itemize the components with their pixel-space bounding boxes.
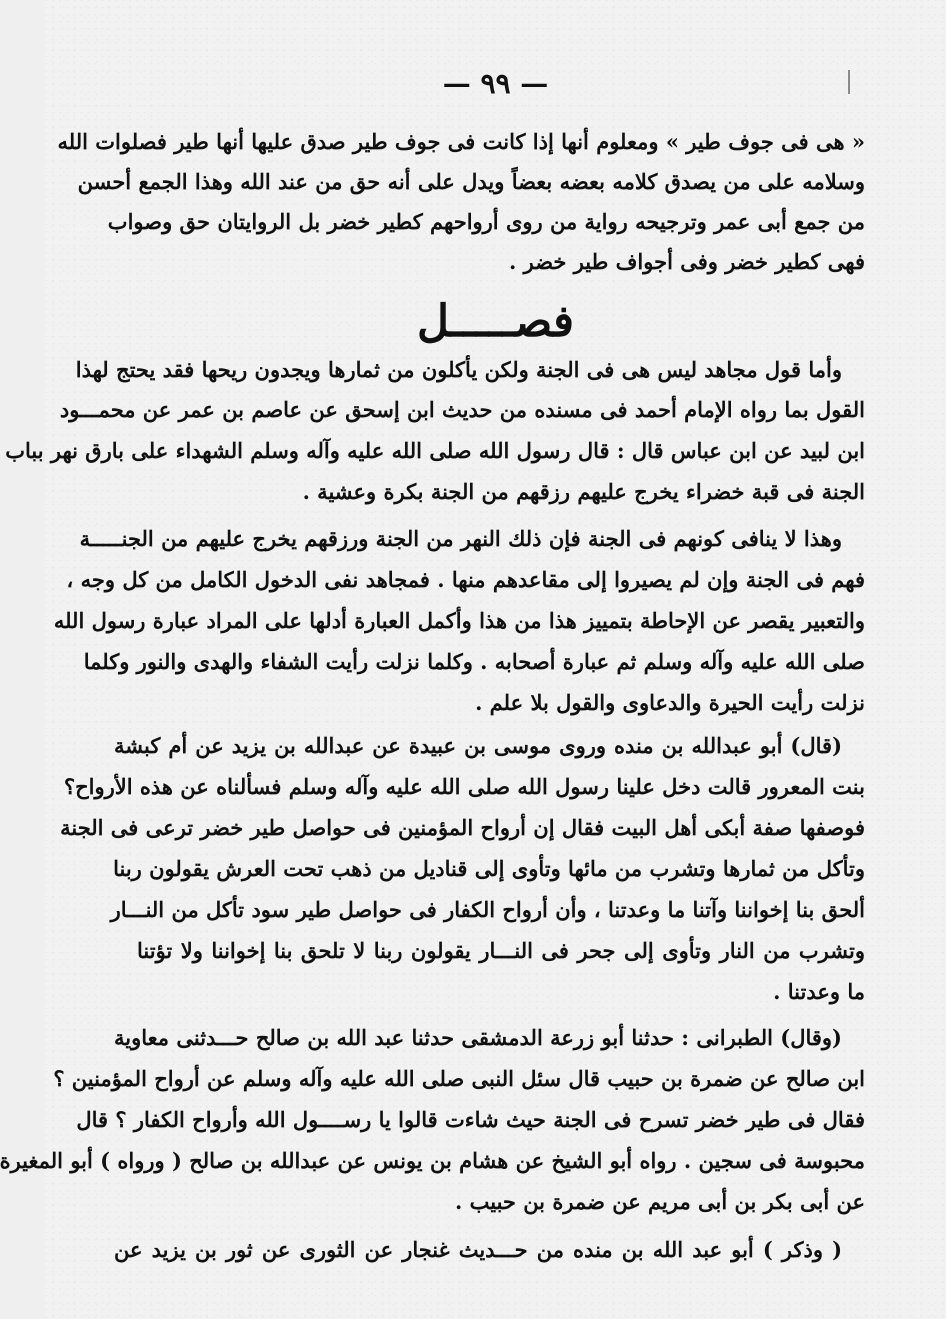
text-line: « هى فى جوف طير » ومعلوم أنها إذا كانت فى جوف طير صدق عليها أنها طير فصلوات الله	[57, 129, 865, 154]
text-line: وسلامه على من يصدق كلامه بعضه بعضاً ويدل على أنه حق من عند الله وهذا الجمع أحسن	[77, 169, 865, 194]
text-line: الجنة فى قبة خضراء يخرج عليهم رزقهم من الجنة بكرة وعشية .	[302, 479, 865, 504]
text-line: فقال فى طير خضر تسرح فى الجنة حيث شاءت قالوا يا رســــول الله وأرواح الكفار ؟ قال	[76, 1107, 865, 1132]
text-line: نزلت رأيت الحيرة والدعاوى والقول بلا علم .	[475, 690, 865, 715]
text-line: ألحق بنا إخواننا وآتنا ما وعدتنا ، وأن أرواح الكفار فى حواصل طير سود تأكل من النـــار	[110, 897, 865, 922]
text-line: فوصفها صفة أبكى أهل البيت فقال إن أرواح المؤمنين فى حواصل طير خضر ترعى فى الجنة	[60, 815, 865, 840]
text-line: ابن صالح عن ضمرة بن حبيب قال سئل النبى صلى الله عليه وآله وسلم عن أرواح المؤمنين ؟	[53, 1066, 865, 1091]
section-title: فصـــــل	[417, 296, 574, 347]
text-line: وتأكل من ثمارها وتشرب من مائها وتأوى إلى قناديل من ذهب تحت العرش يقولون ربنا	[113, 856, 865, 881]
text-line: ابن لبيد عن ابن عباس قال : قال رسول الله صلى الله عليه وآله وسلم الشهداء على بارق نهر بباب	[5, 438, 865, 463]
text-line: (وقال) الطبرانى : حدثنا أبو زرعة الدمشقى حدثنا عبد الله بن صالح حـــدثنى معاوية	[114, 1025, 842, 1050]
text-line: ( وذكر ) أبو عبد الله بن منده من حـــديث غنجار عن الثورى عن ثور بن يزيد عن	[114, 1237, 842, 1262]
text-line: محبوسة فى سجين . رواه أبو الشيخ عن هشام بن يونس عن عبدالله بن صالح ( ورواه ) أبو المغيرة	[0, 1148, 865, 1173]
text-line: صلى الله عليه وآله وسلم ثم عبارة أصحابه . وكلما نزلت رأيت الشفاء والهدى والنور وكلما	[83, 649, 865, 674]
page-number: — ٩٩ —	[442, 67, 549, 100]
text-line: فهى كطير خضر وفى أجواف طير خضر .	[508, 249, 865, 274]
text-line: ما وعدتنا .	[773, 979, 865, 1004]
text-line: (قال) أبو عبدالله بن منده وروى موسى بن عبيدة عن عبدالله بن يزيد عن أم كبشة	[114, 733, 842, 758]
text-line: والتعبير يقصر عن الإحاطة بتمييز هذا من هذا وأكمل العبارة أدلها على المراد عبارة رسول الله	[53, 608, 865, 633]
text-line: وتشرب من النار وتأوى إلى جحر فى النـــار يقولون ربنا لا تلحق بنا إخواننا ولا تؤتنا	[137, 938, 865, 963]
text-line: فهم فى الجنة وإن لم يصيروا إلى مقاعدهم منها . فمجاهد نفى الدخول الكامل من كل وجه ،	[66, 567, 865, 592]
text-line: عن أبى بكر بن أبى مريم عن ضمرة بن حبيب .	[454, 1189, 865, 1214]
text-line: من جمع أبى عمر وترجيحه رواية من روى أرواحهم كطير خضر بل الروايتان حق وصواب	[107, 209, 865, 234]
text-line: بنت المعرور قالت دخل علينا رسول الله صلى الله عليه وآله وسلم فسألناه عن هذه الأرواح؟	[63, 774, 865, 799]
text-line: وهذا لا ينافى كونهم فى الجنة فإن ذلك النهر من الجنة ورزقهم يخرج عليهم من الجنـــــة	[79, 526, 842, 551]
text-line: وأما قول مجاهد ليس هى فى الجنة ولكن يأكلون من ثمارها ويجدون ريحها فقد يحتج لهذا	[75, 357, 842, 382]
text-line: القول بما رواه الإمام أحمد فى مسنده من حديث ابن إسحق عن عاصم بن عمر عن محمـــود	[59, 397, 865, 422]
